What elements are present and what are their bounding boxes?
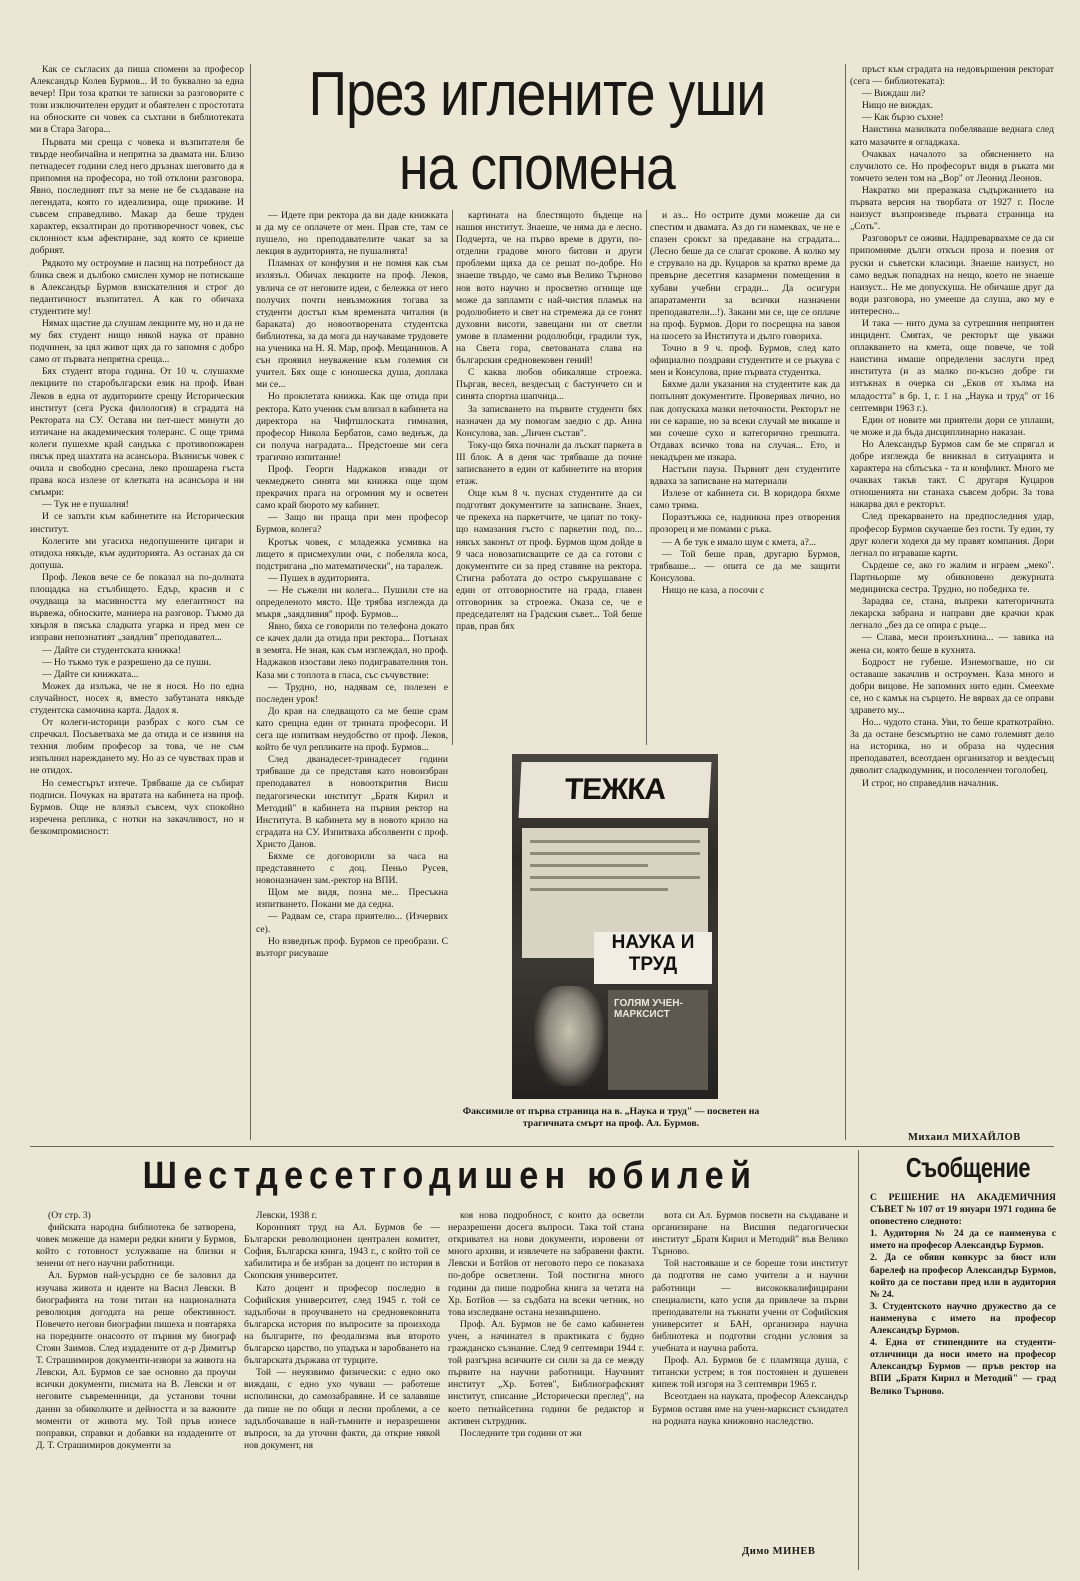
article2-col3 <box>448 1210 644 1570</box>
article1-col5 <box>850 64 1054 1104</box>
paragraph: До края на следващото са ме беше срам като срещна един от трината професори. И сега ще изпитвам неудобство от проф. Леков, който бе чул репликите на проф. Бурмов... <box>256 705 448 754</box>
paragraph: Явно, бяха се говорили по телефона докато се качех дали да отида при ректора... Потънах в земята. Не зная, как съм изглеждал, но проф. Наджаков изостави леко подигравателния тон. Каза ми с топлота в гласа, със съчувствие: <box>256 621 448 681</box>
paragraph: Проф. Георги Наджаков извади от чекмеджето синята ми книжка още щом прекрачих прага на огромния му и осветен само край бюрото му кабинет. <box>256 463 448 512</box>
paragraph: фийската народна библиотека бе затворена, човек можеше да намери редки книги у Бурмов, който с готовност услужваше на близки и зенени от него научни работници. <box>36 1222 236 1270</box>
paragraph: — Как бързо съхне! <box>862 112 944 124</box>
paragraph: Бяхме се договорили за часа на представянето с доц. Пеньо Русев, новоназначен зам.-ректор на ВПИ. <box>256 850 448 887</box>
paragraph: Накратко ми преразказа съдържанието на първата версия на творбата от 1927 г. После наизуст възпроизведе първата страница на „Соть". <box>850 184 1054 233</box>
paragraph: Но взведнъж проф. Бурмов се преобрази. С възторг рисуваше <box>256 935 448 959</box>
paragraph: Можех да излъжа, че не я нося. Но по една случайност, носех я, вместо забутаната някъде студентска самочина карта. Дадох я. <box>30 680 244 716</box>
paragraph: Всеотдаен на науката, професор Александър Бурмов оставя име на учен-марксист съзидател на родната наука книжовно наследство. <box>652 1391 848 1427</box>
article2-headline: Шестдесетгодишен юбилей <box>142 1155 758 1197</box>
paragraph: Излезе от кабинета си. В коридора бяхме само трима. <box>650 488 840 512</box>
notice-title: Съобщение <box>905 1152 1031 1183</box>
paragraph: Като доцент и професор последно в Софийския университет, след 1945 г. той се задълбочи в проучването на средновековната българска история по въпросите за произхода на българите, по феодализма във второто българско царство, по упадъка и заробването на българската държава от турците. <box>244 1282 440 1367</box>
paragraph: Щом ме видя, позна ме... Пресъкна изпитването. Покани ме да седна. <box>256 887 448 911</box>
notice-body <box>870 1192 1056 1572</box>
paragraph: Ал. Бурмов най-усърдно се бе заловил да изучава живота и идеите на Васил Левски. В биографията на този титан на националната революция догодата на реше обективност. Повечето негови биографии пишеха и повтаряха на поредните онасоото от първия му биограф Стоян Заимов. След издадените от д-р Димитър Т. Страшимиров документи-извори за живота на Левски, Ал. Бурмов се зае основно да проучи всички документи, писмата на В. Левски и от неговите съвременници, да установи точни данни за обиколките и дейността и за важните моменти от живота му. Той пръв изнесе поправки, справки и добавки на издадените от Д. Т. Страшимиров документи за <box>36 1270 236 1451</box>
paragraph: — Пушех в аудиторията. <box>268 572 370 584</box>
article2-author: Димо МИНЕВ <box>742 1546 816 1557</box>
paragraph: Току-що бяха почнали да лъскат паркета в III блок. А в деня час трябваше да почне записването в един от кабинетите на втория етаж. <box>456 439 642 488</box>
photo-caption: Факсимиле от първа страница на в. „Наука и труд" — посветен на трагичната смърт на проф. Ал. Бурмов. <box>462 1106 760 1129</box>
article2-col4 <box>652 1210 848 1530</box>
photo-book <box>608 990 708 1090</box>
paragraph: Един от новите ми приятели дори се уплаши, че може и да бъда дисциплинарно наказан. <box>850 414 1054 438</box>
paragraph: — Слава, меси произъхнина... — завика на жена си, която беше в кухнята. <box>850 632 1054 656</box>
paragraph: — Защо ви праща при мен професор Бурмов, колега? <box>256 512 448 536</box>
paragraph: 4. Една от стипендиите на студенти-отличници да носи името на професор Александър Бурмов — пръв ректор на ВПИ „Братя Кирил и Методий" — град Велико Търново. <box>870 1337 1056 1397</box>
paragraph: Но... чудото стана. Уви, то беше краткотрайно. За да остане безсмъртно не само големият дело на историка, но и образа на чудесния преподавател, всеотдаен организатор и вездесъщ дяволит сладкодумник, и посоленчен тоголобец. <box>850 717 1054 777</box>
paragraph: И строг, но справедлив началник. <box>862 777 999 789</box>
article1-col1 <box>30 64 244 1144</box>
paragraph: 2. Да се обяви конкурс за бюст или барелеф на професор Александър Бурмов, който да се постави пред или в аудитория № 24. <box>870 1252 1056 1300</box>
paragraph: Как се съгласих да пиша спомени за професор Александър Колев Бурмов... И то буквално за една вечер! При тоза кратки те записки за разговорите с този изключителен ерудит и обаятелен с простотата на обноските си човек са съхтани в библиотеката ми в Стара Загора... <box>30 64 244 136</box>
paragraph: Коронният труд на Ал. Бурмов бе — Български революционен централен комитет, София, Българска книга, 1943 г., с който той се хабилитира и бе избран за доцент по история в Скопския университет. <box>244 1222 440 1282</box>
column-rule <box>845 64 846 1140</box>
paragraph: пръст към сградата на недовършения ректорат (сега — библиотеката): <box>850 64 1054 88</box>
paragraph: Нищо не каза, а посочи с <box>662 584 765 596</box>
paragraph: Левски, 1938 г. <box>256 1210 317 1221</box>
article1-col3 <box>456 210 642 745</box>
photo-logo: НАУКА И ТРУД <box>594 932 712 984</box>
paragraph: Той настояваше и се бореше този институт да подготвя не само учители а и научни работници — висококвалифицирани специалисти, като успя да привлече за първи преподаватели на тъкнати учени от Софийския университет и БАН, организира научна библиотека и подготви сгодни условия за учебната и научна работа. <box>652 1258 848 1355</box>
paragraph: Проф. Ал. Бурмов не бе само кабинетен учен, а начинател в практиката с будно гражданско съзнание. След 9 септември 1944 г. той разгърна всичките си сили за да се между първите на научни работници. Научният институт „Хр. Ботев", Библиографският институт, списание „Исторически преглед", на което петнайсетина години бе редактор и активен сътрудник. <box>448 1318 644 1427</box>
paragraph: С РЕШЕНИЕ НА АКАДЕМИЧНИЯ СЪВЕТ № 107 от 19 януари 1971 година бе оповестено следното: <box>870 1192 1056 1228</box>
column-rule <box>452 210 453 745</box>
article1-headline-line1: През иглените уши <box>308 60 766 129</box>
paragraph: Пламнах от конфузия и не помня как съм излязъл. Обичах лекциите на проф. Леков, увлича се от неговите идеи, с бележка от него получих почти невъзможния тогава за студенти достъп към времената читалня (в бараката) до новоотворената студентска библиотека, за да мога да научаваме трудовете на ученика на Н. Я. Мар, проф. Мещанинов. А сън проявил неуважение към големия си учител. Бях още с юношеска душа, доплака ми се... <box>256 258 448 391</box>
paragraph: — Той беше прав, другарю Бурмов, трябваше... — опита се да ме защити Консулова. <box>650 548 840 584</box>
paragraph: и аз... Но острите думи можеше да си спестим и двамата. Аз до ги намеквах, че не е спазен срокът за предаване на сградата... (Лесно беше да се слагат срокове. А колко му е струвало на др. Куцаров за кратко време да превърне десетгия казармени помещения в хубави учебни сгради... Да осигури апаратаменти за всички назначени преподаватели...!). Закани ми се, ще се оплаче на проф. Бурмов. Дори го посрещна на завоя на шосето за Института и дълго говориха. <box>650 210 840 342</box>
paragraph: картината на блестящото бъдеще на нашия институт. Знаеше, че няма да е лесно. Подчерта, че на първо време в други, по-отделни градове много битови и други проблеми щяха да се решат по-добре. Но знаеше твърдо, че само във Велико Търново нов вото научно и просветно огнище ще може да запламти с най-чистия пламък на родолюбието и свет на стремежа да се гонят духовни висоти, завещани ни от светли умове в пламенни родолюбци, градили тук, на Света гора, светованата слава на българския средновековен гений! <box>456 210 642 367</box>
paragraph: вота си Ал. Бурмов посвети на създаване и организиране на Висшия педагогически институт „Братя Кирил и Методий" във Велико Търново. <box>652 1210 848 1258</box>
article1-headline-line2: на спомена <box>399 134 675 203</box>
paragraph: (От стр. 3) <box>48 1210 91 1221</box>
paragraph: И така — нито дума за сутрешния неприятен инцидент. Смятах, че ректорът ще уважи оплакването на кмета, още повече, че той наистина имаше определени заслуги пред института (и аз малко по-късно добре ги изтъкнах в очерка си „Еков от хълма на младостта" в бр. 1, г. 1 на „Наука и труд" от 16 септември 1963 г.). <box>850 317 1054 414</box>
paragraph: Първата ми среща с човека и възпитателя бе твърде необичайна и непрятна за двамата ни. Близо петнадесет години след него дръзнах шеговито да я припомня на професора, но той отклони разговора. Явно, последният път за мене не бе създаване на легендата, която го идеализира, още приживе. И съвсем справедливо. Макар да беше труден характер, екзалтиран до противоречност човек, със склонност към афектиране, зад която се криеше добрият. <box>30 136 244 257</box>
paragraph: — Радвам се, стара приятелю... (Изчервих се). <box>256 911 448 935</box>
paragraph: Точно в 9 ч. проф. Бурмов, след като официално поздрави студентите и се ръкува с мен и Консулова, прие първата студентка. <box>650 343 840 379</box>
paragraph: Нямах щастие да слушам лекциите му, но и да не му бях студент нищо някой наука от правно подчинен, за цял живот щях да го запомня с добро само от първата непрятна среща... <box>30 317 244 366</box>
article1-author: Михаил МИХАЙЛОВ <box>908 1132 1021 1143</box>
photo-masthead: ТЕЖКА <box>519 762 712 818</box>
column-rule <box>858 1150 859 1570</box>
paragraph: Бях студент втора година. От 10 ч. слушахме лекциите по старобългарски език на проф. Иван Леков в една от аудиториите срещу Историческия институт (сега Руска филология) в сградата на Ректората на СУ. Остава ни пет-шест минути до изтичане на академическия толеранс. С още трима колеги пушехме край сандъка с противопожарен пясък пред шахтата на асансьора. Възнисък човек с очила и свободно сресана, леко прошарена гъста права коса излезе от клетката на асансьора и ни смъмри: <box>30 366 244 499</box>
paragraph: Колегите ми угасиха недопушените цигари и отидоха някъде, към аудиторията. Аз останах да си допуша. <box>30 535 244 571</box>
paragraph: — Тук не е пушалня! <box>42 499 129 511</box>
paragraph: — Виждаш ли? <box>862 88 926 100</box>
photo-book-title: ГОЛЯМ УЧЕН-МАРКСИСТ <box>614 998 683 1020</box>
column-rule <box>250 64 251 1140</box>
paragraph: Зарадва се, стана, въпреки категоричната лекарска забрана и направи две крачки крак легнало „без да се опира с ръце... <box>850 596 1054 632</box>
paragraph: Проф. Ал. Бурмов бе с пламтяща душа, с титански устрем; в тоя постоянен и душевен кипеж той изгоря на 3 септември 1965 г. <box>652 1355 848 1391</box>
article2-col2 <box>244 1210 440 1570</box>
facsimile-photo <box>512 754 718 1099</box>
paragraph: Наистина мазилката побеляваше веднага след като мазачите я огладжаха. <box>850 124 1054 148</box>
article1-col4 <box>650 210 840 745</box>
paragraph: С каква любов обикаляше строежа. Пъргав, весел, вездесъщ с бастунчето си и синята спортна шапчица... <box>456 367 642 403</box>
paragraph: — Не съжели ни колега... Пушили сте на определеното място. Ще трябва изглежда да мъкря „заядливия" проф. Бурмов... <box>256 584 448 621</box>
paragraph: Но семестърът изтече. Трябваше да се събират подписи. Почуках на вратата на кабинета на проф. Бурмов. Още не влязъл съвсем, чух спокойно изречена реплика, с нотки на закачливост, но и безкомпромисност: <box>30 777 244 837</box>
paragraph: Но проклетата книжка. Как ще отида при ректора. Като ученик съм влизал в кабинета на директора на Чифтшлоската гимназия, професор Никола Бербатов, само веднъж, да си получа наградата... Предстоеше ми сега трагично изпитание! <box>256 391 448 463</box>
paragraph: — Дайте си студентската книжка! <box>42 644 181 656</box>
article1-col2 <box>256 210 448 1140</box>
paragraph: След прекарването на предпоследния удар, професор Бурмов скучаеше без гости. Ту един, ту друг колеги ходехя да му правят компания. Дори легнал по играваше карти. <box>850 511 1054 559</box>
portrait-image <box>534 986 604 1086</box>
article1-headline <box>275 58 800 206</box>
column-rule <box>646 210 647 745</box>
paragraph: След дванадесет-тринадесет години трябваше да се представя като новоизбран преподавател в новооткрития Висш педагогически институт „Братя Кирил и Методий" в кабинета на първия ректор на Института. В кабинета му в новото крило на сградата на СУ. Изпитваха абсолвенти с проф. Христо Данов. <box>256 754 448 850</box>
paragraph: Още към 8 ч. пуснах студентите да си подготвят документите за записване. Знаех, че прекеха на паркетчите, че цапат по току-що намазания гъсто с паркетин под, по... някъх законът от проф. Бурмов щом дойде в 9 часа новозаписващите се да са готови с документите си за пред ставяне на ректора. Стигна работата до остро съкрушаване с един от отговорностите на града, главен отговорник за строежа. Оказа се, че е председателят на Градския съвет... Той беше прав, прав бях <box>456 488 642 633</box>
article2-col1 <box>36 1210 236 1570</box>
paragraph: За записването на първите студенти бях назначен да му помогам заедно с др. Анна Консулова, зав. „Личен състав". <box>456 403 642 439</box>
paragraph: Последните три години от жи <box>460 1427 582 1439</box>
paragraph: — Дайте си книжката... <box>42 668 139 680</box>
paragraph: Сърдеше се, ако го жалим и играем „меко". Партньорше му обикновено дежурната медицинска сестра. Трудно, но победиха те. <box>850 559 1054 596</box>
paragraph: Бодрост не губеше. Изнемогваше, но си оставаше закачлив и остроумен. Каза много и добри вицове. Не запомних нито един. Смеехме се, но с камък на сърцето. Не вярвах да се оправи здравето му... <box>850 656 1054 716</box>
paragraph: — А бе тук е имало шум с кмета, а?... <box>662 536 817 548</box>
paragraph: 1. Аудитория № 24 да се наименува с името на професор Александър Бурмов. <box>870 1228 1056 1252</box>
paragraph: — Трудно, но, надявам се, полезен е последен урок! <box>256 681 448 705</box>
paragraph: Разговорът се оживи. Надпреварвахме се да си припомняме дълги откъси проза и поезия от руски и съветски класици. Знаеше наизуст, но само ведъж попаднах на нещо, което не знаеше наизуст... Не ме допускуша. Не обичаше друг да води разговора, но умееше да слуша, ако му е интересно... <box>850 233 1054 317</box>
paragraph: 3. Студентското научно дружество да се наименува с името на професор Александър Бурмов. <box>870 1300 1056 1337</box>
paragraph: И се запъти към кабинетите на Историческия институт. <box>30 511 244 535</box>
paragraph: — Идете при ректора да ви даде книжката и да му се оплачете от мен. Прав сте, там се пушело, но преподавателите чакат за за лекция в аудиторията, не пушалнята! <box>256 210 448 258</box>
paragraph: Кротък човек, с младежка усмивка на лицето я присмехулии очи, с побеляла коса, подстригана „по математически", на таралеж. <box>256 536 448 572</box>
paragraph: Настъпи пауза. Първият ден студентите вдваха за записване на материали <box>650 463 840 488</box>
paragraph: Бяхме дали указания на студентите как да попълнят документите. Проверявах лично, но пак допускаха мазки неточности. Ректорът не ни се караше, но за всеки случай ме викаше и ми сочеше сухо и категорично грешката. Отдавах всичко това на случая... Ето, и некадърен ме изкара. <box>650 379 840 463</box>
section-rule <box>30 1146 1054 1147</box>
paragraph: — Но тъкмо тук е разрешено да се пуши. <box>42 656 212 668</box>
paragraph: Но Александър Бурмов сам бе ме спрягал и добре изглежда бе вникнал в ситуацията и характера на сблъсъка - та и конфликт. Много ме очаквах такъв такт. С другаря Куцаров отношенията ни станаха съвсем добри. За това накарва дял е ректорът. <box>850 438 1054 511</box>
paragraph: Поразтъжка се, надникна през отворения прозорец и ме помами с ръка. <box>650 512 840 536</box>
paragraph: Проф. Леков вече се бе показал на по-долната площадка на стълбището. Едър, красив и с очудваща за масивността му елегантност на вървежа, обноските, маниера на разговор. Тъкмо да хвърля в пясъка сладката угарка и пред мен се изправи непознатият „заядлив" преподавател... <box>30 571 244 644</box>
paragraph: Очаквах началото за обяснението на случилото се. Но професорът видя в ръката ми томчето зелен том на „Вор" от Леонид Леонов. <box>850 148 1054 184</box>
paragraph: Нищо не виждах. <box>862 100 934 112</box>
paragraph: От колеги-историци разбрах с кого съм се спречкал. Посъветваха ме да отида и се извиня на техния любим професор за това, че не съм изпълнил нареждането му. Но аз се чувствах прав и не отидох. <box>30 717 244 777</box>
paragraph: Той — неуязвимо физически: с едно око виждаш, с едно ухо чуваш — работеше исполински, до самозабравяне. И се залавяше да пише не по общи и лесни проблеми, а се задълбочаваше в най-тъмните и неразрешени въпроси, за да уточни факти, да открие някой нов документ, ня <box>244 1367 440 1451</box>
paragraph: коя нова подробност, с които да осветли неразрешени досега въпроси. Така той стана откривател на нови документи, изровени от много архиви, и извлечете на забравени факти. Левски и Ботйов от неговото перо се показаха по-добре осветлени. Той постигна много години да пише подробна книга за четата на Хр. Ботйов — за съдбата на всеки четник, но това изследване остана незавършено. <box>448 1210 644 1318</box>
paragraph: Рядкото му остроумие и пасищ на потребност да блика свеж и дълбоко смислен хумор не потискаше в Александър Бурмов взискателния и строг до педантичност възпитател. А как го обичаха студентите му! <box>30 257 244 317</box>
